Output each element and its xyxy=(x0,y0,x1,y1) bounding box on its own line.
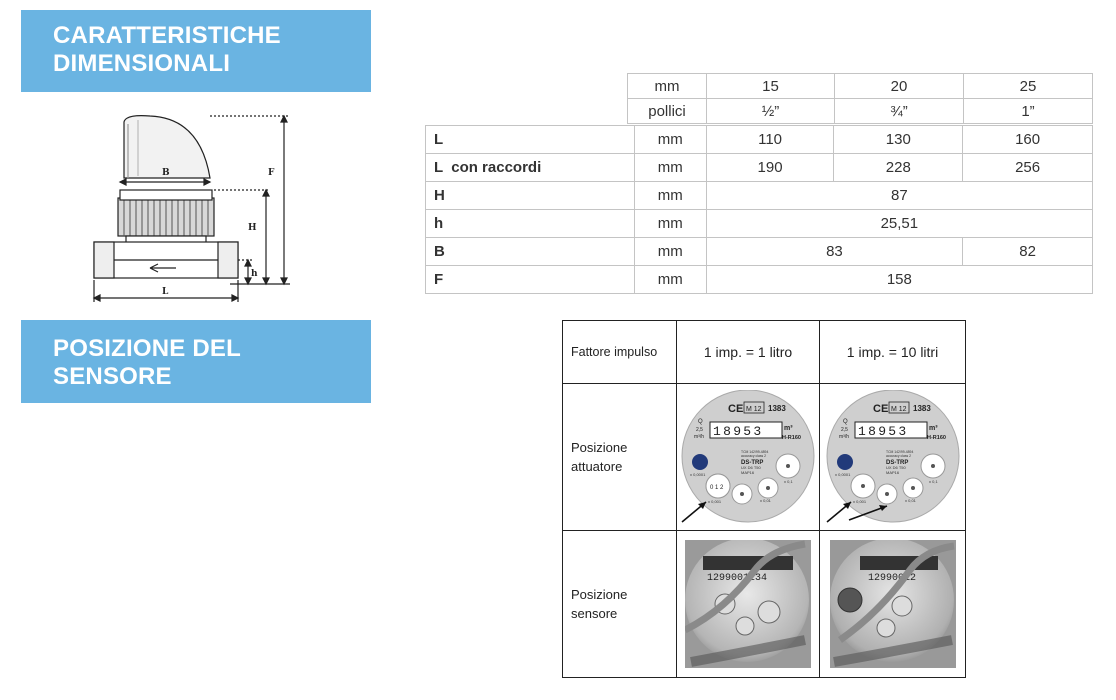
header-cell: 15 xyxy=(707,74,835,99)
banner-line: CARATTERISTICHE xyxy=(53,22,281,49)
banner-line: POSIZIONE DEL xyxy=(53,335,241,362)
value-cell: 228 xyxy=(834,154,963,182)
table-row xyxy=(628,99,1093,124)
pulse-1-litre-header: 1 imp. = 1 litro xyxy=(677,321,820,384)
label-line: Posizione xyxy=(571,440,628,455)
value-cell: 83 xyxy=(706,238,963,266)
header-cell: mm xyxy=(628,74,707,99)
banner-line: SENSORE xyxy=(53,363,172,390)
row-label: h xyxy=(426,210,635,238)
dimensions-banner xyxy=(21,10,371,92)
value-cell: 87 xyxy=(706,182,1092,210)
dial-cell xyxy=(820,384,966,531)
value-cell: 190 xyxy=(706,154,834,182)
label-b: B xyxy=(162,168,170,178)
row-label: F xyxy=(426,266,635,294)
header-cell: 20 xyxy=(835,74,964,99)
header-cell: ½” xyxy=(707,99,835,124)
table-row xyxy=(426,266,1093,294)
table-row xyxy=(628,74,1093,99)
value-cell: 160 xyxy=(963,126,1093,154)
label-line: Posizione xyxy=(571,587,628,602)
photo-cell xyxy=(820,531,966,678)
size-header-table xyxy=(627,73,1093,124)
table-row xyxy=(426,238,1093,266)
sensor-position-banner xyxy=(21,320,371,403)
value-cell: 256 xyxy=(963,154,1093,182)
label-h-upper: H xyxy=(248,223,257,233)
pulse-sensor-table xyxy=(562,320,966,678)
value-cell: 82 xyxy=(963,238,1093,266)
unit-cell: mm xyxy=(634,238,706,266)
row-label: B xyxy=(426,238,635,266)
label-h-lower: h xyxy=(251,269,258,279)
value-cell: 25,51 xyxy=(706,210,1092,238)
photo-serial-partial: 12990012 xyxy=(867,573,916,584)
table-row xyxy=(563,321,966,384)
value-cell: 130 xyxy=(834,126,963,154)
svg-text:0 1 2: 0 1 2 xyxy=(710,485,724,491)
label-line: sensore xyxy=(571,606,618,621)
meter-dial-image xyxy=(680,390,816,524)
actuator-row-label xyxy=(563,384,677,531)
pulse-10-litre-header: 1 imp. = 10 litri xyxy=(820,321,966,384)
label-line: attuatore xyxy=(571,459,623,474)
unit-cell: mm xyxy=(634,210,706,238)
label-l: L xyxy=(162,287,169,297)
meter-dial-image xyxy=(825,390,961,524)
header-cell: 25 xyxy=(964,74,1093,99)
row-label: L xyxy=(426,126,635,154)
photo-cell xyxy=(677,531,820,678)
header-cell: ¾” xyxy=(835,99,964,124)
row-label: L con raccordi xyxy=(426,154,635,182)
pulse-factor-label: Fattore impulso xyxy=(563,321,677,384)
unit-cell: mm xyxy=(634,126,706,154)
sensor-photo xyxy=(830,540,956,668)
sensor-photo xyxy=(685,540,811,668)
table-row xyxy=(563,384,966,531)
unit-cell: mm xyxy=(634,266,706,294)
table-row xyxy=(426,210,1093,238)
value-cell: 158 xyxy=(706,266,1092,294)
photo-serial: 1299001234 xyxy=(707,573,768,584)
header-cell: pollici xyxy=(628,99,707,124)
row-label: H xyxy=(426,182,635,210)
dial-cell xyxy=(677,384,820,531)
sensor-row-label xyxy=(563,531,677,678)
table-row xyxy=(426,126,1093,154)
banner-line: DIMENSIONALI xyxy=(53,50,231,77)
table-row xyxy=(563,531,966,678)
unit-cell: mm xyxy=(634,154,706,182)
table-row xyxy=(426,154,1093,182)
value-cell: 110 xyxy=(706,126,834,154)
unit-cell: mm xyxy=(634,182,706,210)
meter-dimension-drawing xyxy=(80,108,300,306)
header-cell: 1” xyxy=(964,99,1093,124)
table-row xyxy=(426,182,1093,210)
label-f: F xyxy=(268,168,275,178)
dimension-table xyxy=(425,125,1093,294)
